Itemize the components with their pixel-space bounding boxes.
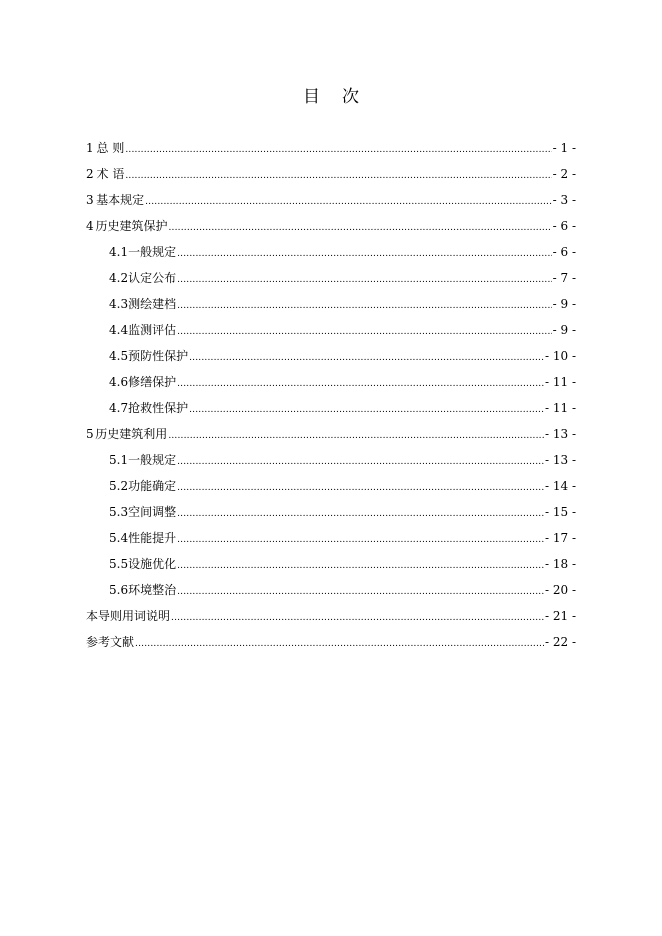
toc-entry-page: - 9 - — [552, 297, 576, 311]
toc-entry-page: - 22 - — [544, 635, 576, 649]
toc-entry-page: - 14 - — [544, 479, 576, 493]
toc-entry[interactable] — [86, 447, 576, 473]
toc-entry-label: 总 则 — [96, 141, 125, 155]
toc-entry-page: - 11 - — [544, 375, 576, 389]
toc-dot-leader — [177, 323, 552, 341]
toc-dot-leader — [168, 427, 544, 445]
toc-entry-number: 4.5 — [109, 349, 129, 363]
toc-entry-label: 本导则用词说明 — [86, 609, 171, 623]
toc-entry[interactable] — [86, 369, 576, 395]
toc-dot-leader — [125, 167, 551, 185]
toc-entry-page: - 11 - — [544, 401, 576, 415]
toc-dot-leader — [177, 583, 544, 601]
toc-entry[interactable] — [86, 291, 576, 317]
toc-entry-number: 3 — [86, 193, 94, 207]
toc-entry[interactable] — [86, 265, 576, 291]
toc-entry-label: 空间调整 — [128, 505, 177, 519]
toc-entry-label: 认定公布 — [128, 271, 177, 285]
toc-entry[interactable] — [86, 551, 576, 577]
toc-dot-leader — [177, 479, 544, 497]
toc-entry-page: - 9 - — [552, 323, 576, 337]
toc-entry[interactable] — [86, 473, 576, 499]
toc-entry-page: - 18 - — [544, 557, 576, 571]
toc-dot-leader — [177, 271, 552, 289]
toc-dot-leader — [177, 297, 552, 315]
toc-dot-leader — [169, 219, 552, 237]
toc-dot-leader — [145, 193, 552, 211]
toc-entry-page: - 15 - — [544, 505, 576, 519]
toc-entry-label: 抢救性保护 — [128, 401, 189, 415]
toc-entry-number: 5.2 — [109, 479, 129, 493]
toc-entry-label: 测绘建档 — [128, 297, 177, 311]
toc-entry-page: - 17 - — [544, 531, 576, 545]
toc-entry-label: 监测评估 — [128, 323, 177, 337]
toc-entry[interactable] — [86, 135, 576, 161]
toc-entry[interactable] — [86, 161, 576, 187]
toc-entry-number: 5.4 — [109, 531, 129, 545]
toc-entry-label: 一般规定 — [128, 453, 177, 467]
toc-entry-label: 历史建筑保护 — [95, 219, 168, 233]
toc-dot-leader — [177, 375, 544, 393]
toc-entry-label: 预防性保护 — [128, 349, 189, 363]
toc-entry-page: - 1 - — [552, 141, 576, 155]
toc-entry-label: 基本规定 — [96, 193, 145, 207]
toc-entry-page: - 2 - — [552, 167, 576, 181]
toc-entry-page: - 3 - — [552, 193, 576, 207]
toc-entry-label: 环境整治 — [128, 583, 177, 597]
toc-entry-number: 5.6 — [109, 583, 129, 597]
toc-entry-number: 1 — [86, 141, 94, 155]
table-of-contents — [86, 135, 576, 655]
toc-entry-number: 5.3 — [109, 505, 129, 519]
toc-entry-number: 5.1 — [109, 453, 129, 467]
toc-dot-leader — [177, 505, 544, 523]
toc-entry-number: 4.1 — [109, 245, 129, 259]
toc-entry[interactable] — [86, 343, 576, 369]
toc-dot-leader — [177, 557, 544, 575]
toc-dot-leader — [171, 609, 544, 627]
toc-entry-number: 4.4 — [109, 323, 129, 337]
toc-entry-number: 4 — [86, 219, 94, 233]
toc-entry-page: - 20 - — [544, 583, 576, 597]
toc-entry-page: - 10 - — [544, 349, 576, 363]
toc-entry-label: 参考文献 — [86, 635, 135, 649]
toc-entry-number: 4.2 — [109, 271, 129, 285]
toc-entry[interactable] — [86, 577, 576, 603]
toc-dot-leader — [125, 141, 551, 159]
toc-entry-number: 2 — [86, 167, 94, 181]
toc-entry-page: - 7 - — [552, 271, 576, 285]
toc-entry-label: 历史建筑利用 — [95, 427, 168, 441]
toc-entry[interactable] — [86, 421, 576, 447]
toc-entry-label: 术 语 — [96, 167, 125, 181]
toc-entry-page: - 6 - — [552, 245, 576, 259]
toc-entry-page: - 6 - — [552, 219, 576, 233]
toc-entry-label: 一般规定 — [128, 245, 177, 259]
toc-dot-leader — [135, 635, 544, 653]
toc-dot-leader — [189, 349, 544, 367]
toc-entry[interactable] — [86, 187, 576, 213]
toc-entry[interactable] — [86, 213, 576, 239]
toc-entry-label: 功能确定 — [128, 479, 177, 493]
toc-title-part1: 目 — [303, 87, 320, 107]
toc-title-part2: 次 — [342, 87, 359, 107]
toc-entry-number: 4.3 — [109, 297, 129, 311]
toc-entry-number: 5 — [86, 427, 94, 441]
toc-entry[interactable] — [86, 395, 576, 421]
toc-title — [0, 86, 662, 108]
toc-entry-label: 设施优化 — [128, 557, 177, 571]
toc-dot-leader — [177, 453, 544, 471]
toc-entry-label: 性能提升 — [128, 531, 177, 545]
toc-entry-number: 4.6 — [109, 375, 129, 389]
toc-entry-page: - 21 - — [544, 609, 576, 623]
toc-entry[interactable] — [86, 525, 576, 551]
toc-entry[interactable] — [86, 629, 576, 655]
toc-entry-page: - 13 - — [544, 453, 576, 467]
toc-entry[interactable] — [86, 317, 576, 343]
toc-dot-leader — [177, 531, 544, 549]
toc-entry-number: 5.5 — [109, 557, 129, 571]
toc-entry-number: 4.7 — [109, 401, 129, 415]
toc-entry-label: 修缮保护 — [128, 375, 177, 389]
toc-entry[interactable] — [86, 603, 576, 629]
toc-entry[interactable] — [86, 499, 576, 525]
toc-entry[interactable] — [86, 239, 576, 265]
toc-dot-leader — [189, 401, 544, 419]
toc-entry-page: - 13 - — [544, 427, 576, 441]
toc-dot-leader — [177, 245, 552, 263]
